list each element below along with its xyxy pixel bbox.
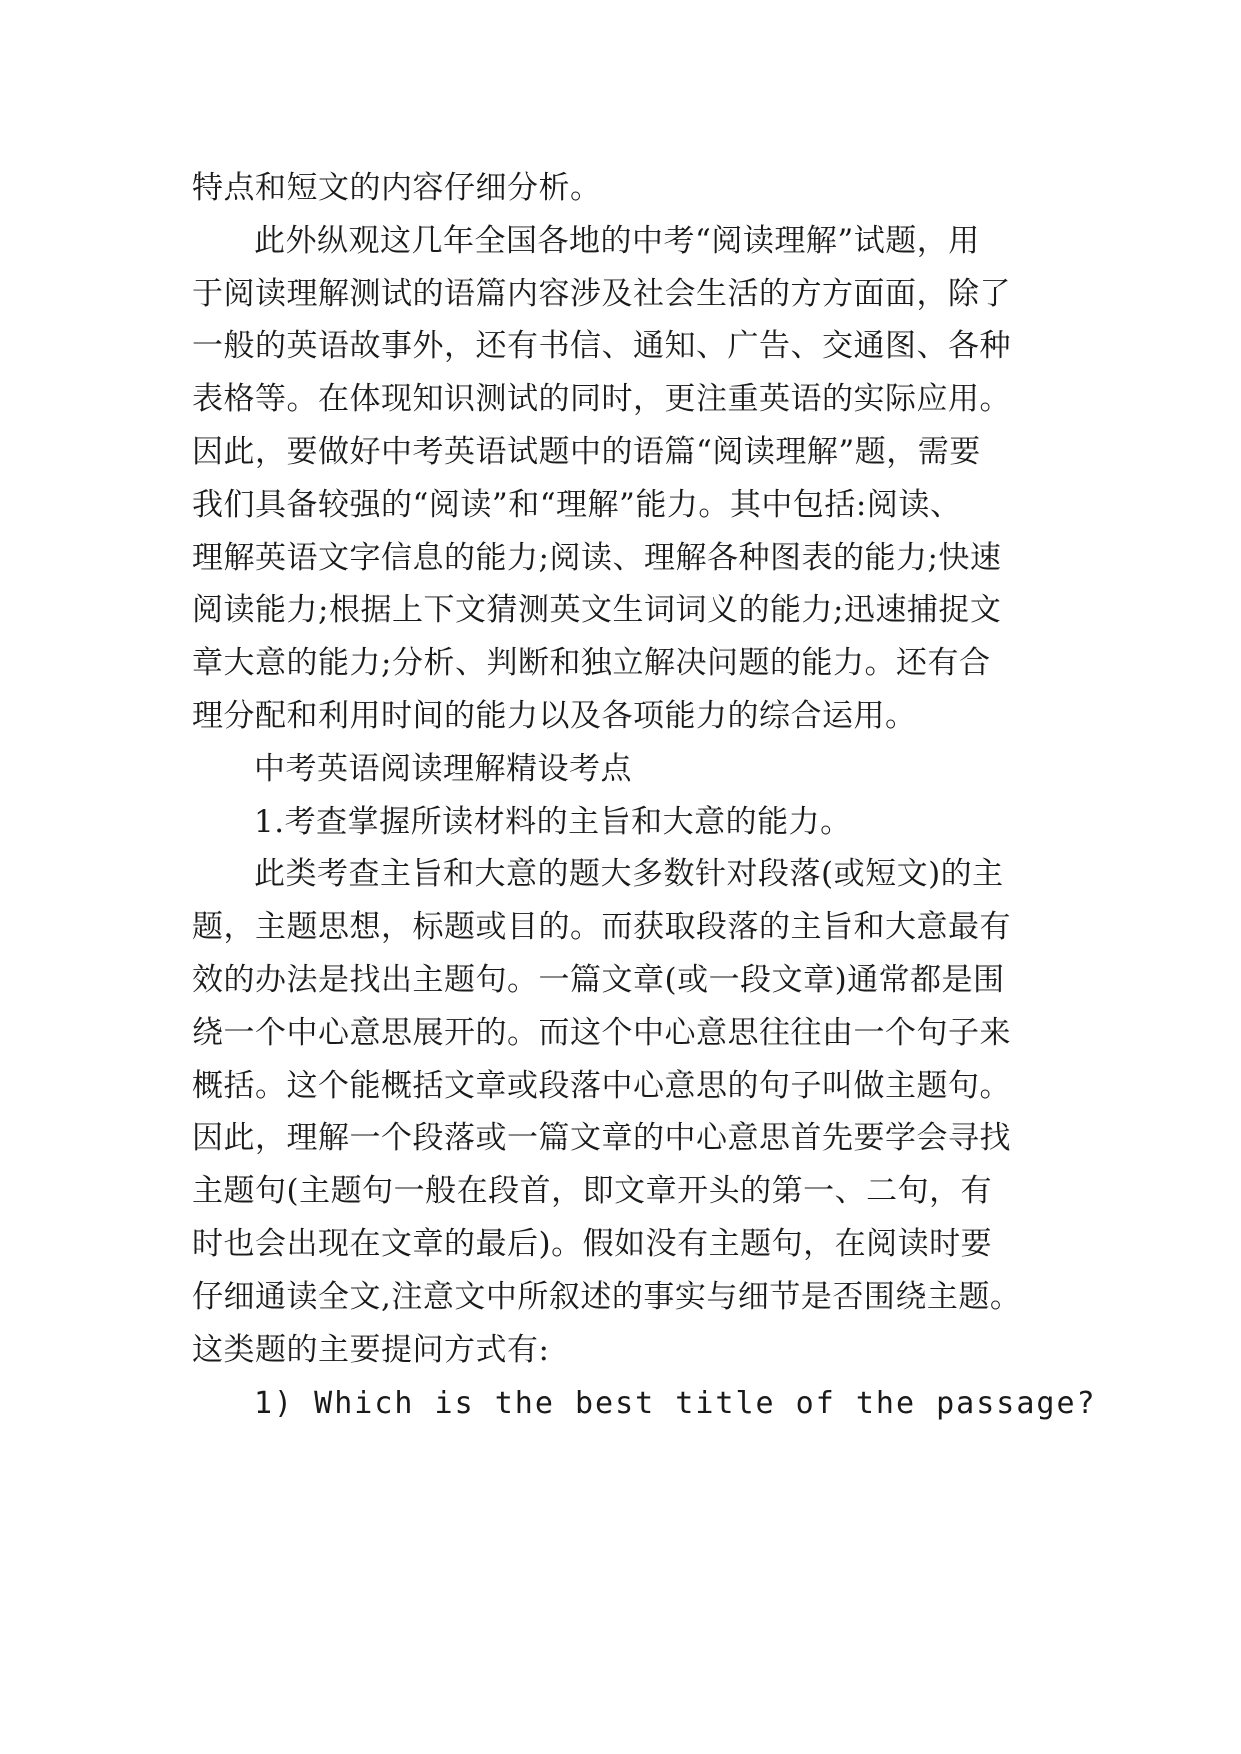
paragraph-start-line: 此类考查主旨和大意的题大多数针对段落(或短文)的主 [254,856,1004,892]
text-line: 理解英语文字信息的能力;阅读、理解各种图表的能力;快速 [192,540,1002,576]
text-line: 题，主题思想，标题或目的。而获取段落的主旨和大意最有 [192,909,1011,945]
text-line: 绕一个中心意思展开的。而这个中心意思往往由一个句子来 [192,1015,1011,1051]
text-line: 因此，要做好中考英语试题中的语篇“阅读理解”题，需要 [192,434,981,470]
text-line: 于阅读理解测试的语篇内容涉及社会生活的方方面面，除了 [192,276,1011,312]
text-line: 表格等。在体现知识测试的同时，更注重英语的实际应用。 [192,381,1011,417]
text-line: 这类题的主要提问方式有: [192,1332,550,1368]
text-line: 效的办法是找出主题句。一篇文章(或一段文章)通常都是围 [192,962,1005,998]
text-line: 因此，理解一个段落或一篇文章的中心意思首先要学会寻找 [192,1120,1011,1156]
english-question-line: 1) Which is the best title of the passage? [254,1386,1097,1421]
text-line: 仔细通读全文,注意文中所叙述的事实与细节是否围绕主题。 [192,1279,1022,1315]
text-line: 概括。这个能概括文章或段落中心意思的句子叫做主题句。 [192,1068,1011,1104]
text-line: 特点和短文的内容仔细分析。 [192,170,602,206]
text-line: 一般的英语故事外，还有书信、通知、广告、交通图、各种 [192,328,1011,364]
numbered-heading: 1.考查掌握所读材料的主旨和大意的能力。 [254,804,852,840]
text-line: 章大意的能力;分析、判断和独立解决问题的能力。还有合 [192,645,991,681]
text-line: 理分配和利用时间的能力以及各项能力的综合运用。 [192,698,917,734]
text-line: 时也会出现在文章的最后)。假如没有主题句，在阅读时要 [192,1226,993,1262]
text-line: 阅读能力;根据上下文猜测英文生词词义的能力;迅速捕捉文 [192,592,1002,628]
text-line: 主题句(主题句一般在段首，即文章开头的第一、二句，有 [192,1173,993,1209]
section-heading: 中考英语阅读理解精设考点 [254,751,632,787]
paragraph-start-line: 此外纵观这几年全国各地的中考“阅读理解”试题，用 [254,223,980,259]
text-line: 我们具备较强的“阅读”和“理解”能力。其中包括:阅读、 [192,487,962,523]
